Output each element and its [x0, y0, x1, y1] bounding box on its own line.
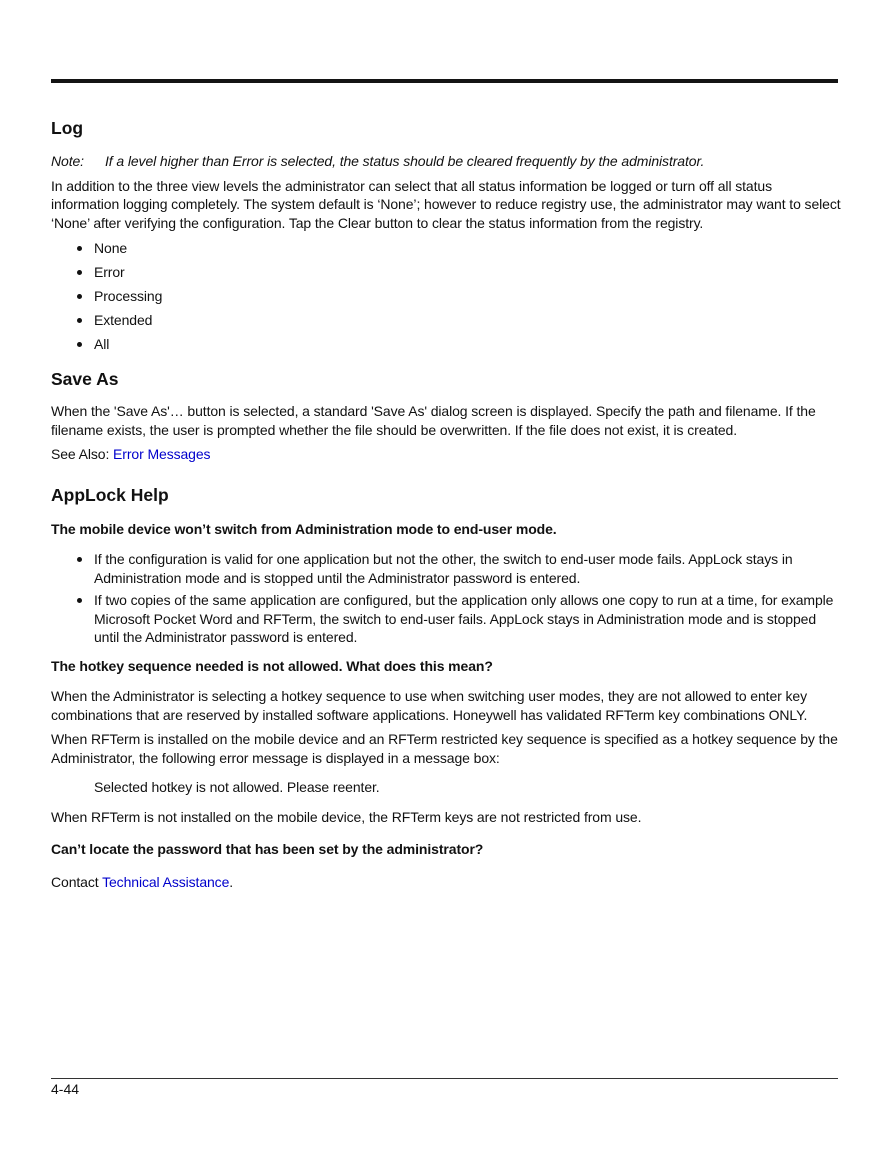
see-also — [51, 445, 841, 464]
mode-switch-list — [51, 550, 841, 647]
question-hotkey: The hotkey sequence needed is not allowed. What does this mean? — [51, 657, 493, 674]
list-item: If two copies of the same application are configured, but the application only allows one copy to run at a time, for example Microsoft Pocket Word and RFTerm, the switch to end-user fails. AppLock stays in Administration mode and is stopped until the Administrator password is entered. — [51, 591, 841, 647]
list-item: All — [51, 332, 841, 356]
contact-end: . — [229, 873, 234, 890]
log-body: In addition to the three view levels the administrator can select that all status information be logged or turn off all status information logging completely. The system default is ‘None’; however to reduce registry use, the administrator may want to select ‘None’ after verifying the configuration. Tap the Clear button to clear the status information from the registry. — [51, 177, 841, 231]
save-as-body: When the 'Save As'… button is selected, a standard 'Save As' dialog screen is displayed. Specify the path and filename. If the filename exists, the user is prompted whether the file should be overwritten. If the file does not exist, it is created. — [51, 403, 816, 438]
log-note — [51, 152, 841, 171]
footer-rule — [51, 1078, 838, 1079]
hotkey-para-3: When RFTerm is not installed on the mobile device, the RFTerm keys are not restricted from use. — [51, 808, 642, 825]
contact-label: Contact — [51, 873, 103, 890]
question-mode-switch: The mobile device won’t switch from Administration mode to end-user mode. — [51, 520, 557, 537]
list-item: Error — [51, 260, 841, 284]
log-levels-list — [51, 236, 841, 356]
note-label: Note: — [51, 153, 84, 169]
note-text: If a level higher than Error is selected, the status should be cleared frequently by the administrator. — [105, 153, 705, 169]
error-messages-link[interactable]: Error Messages — [113, 446, 211, 462]
page-content — [51, 117, 841, 891]
save-as-heading: Save As — [51, 369, 119, 389]
technical-assistance-link[interactable]: Technical Assistance — [102, 873, 230, 890]
applock-help-heading: AppLock Help — [51, 484, 169, 505]
log-heading: Log — [51, 118, 84, 138]
hotkey-para-2: When RFTerm is installed on the mobile device and an RFTerm restricted key sequence is specified as a hotkey sequence by the Administrator, the following error message is displayed in a message box: — [51, 731, 838, 766]
page-number: 4-44 — [51, 1081, 80, 1097]
contact-line — [51, 873, 841, 892]
list-item: Extended — [51, 308, 841, 332]
see-also-label: See Also: — [51, 446, 114, 462]
list-item: If the configuration is valid for one application but not the other, the switch to end-user mode fails. AppLock stays in Administration mode and is stopped until the Administrator password is entered. — [51, 550, 841, 587]
hotkey-para-1: When the Administrator is selecting a hotkey sequence to use when switching user modes, they are not allowed to enter key combinations that are reserved by installed software applications. Honeywell has validated RFTerm key combinations ONLY. — [51, 688, 808, 723]
list-item: Processing — [51, 284, 841, 308]
question-password: Can’t locate the password that has been set by the administrator? — [51, 841, 484, 857]
error-message: Selected hotkey is not allowed. Please reenter. — [94, 779, 380, 795]
header-rule — [51, 79, 838, 83]
list-item: None — [51, 236, 841, 260]
